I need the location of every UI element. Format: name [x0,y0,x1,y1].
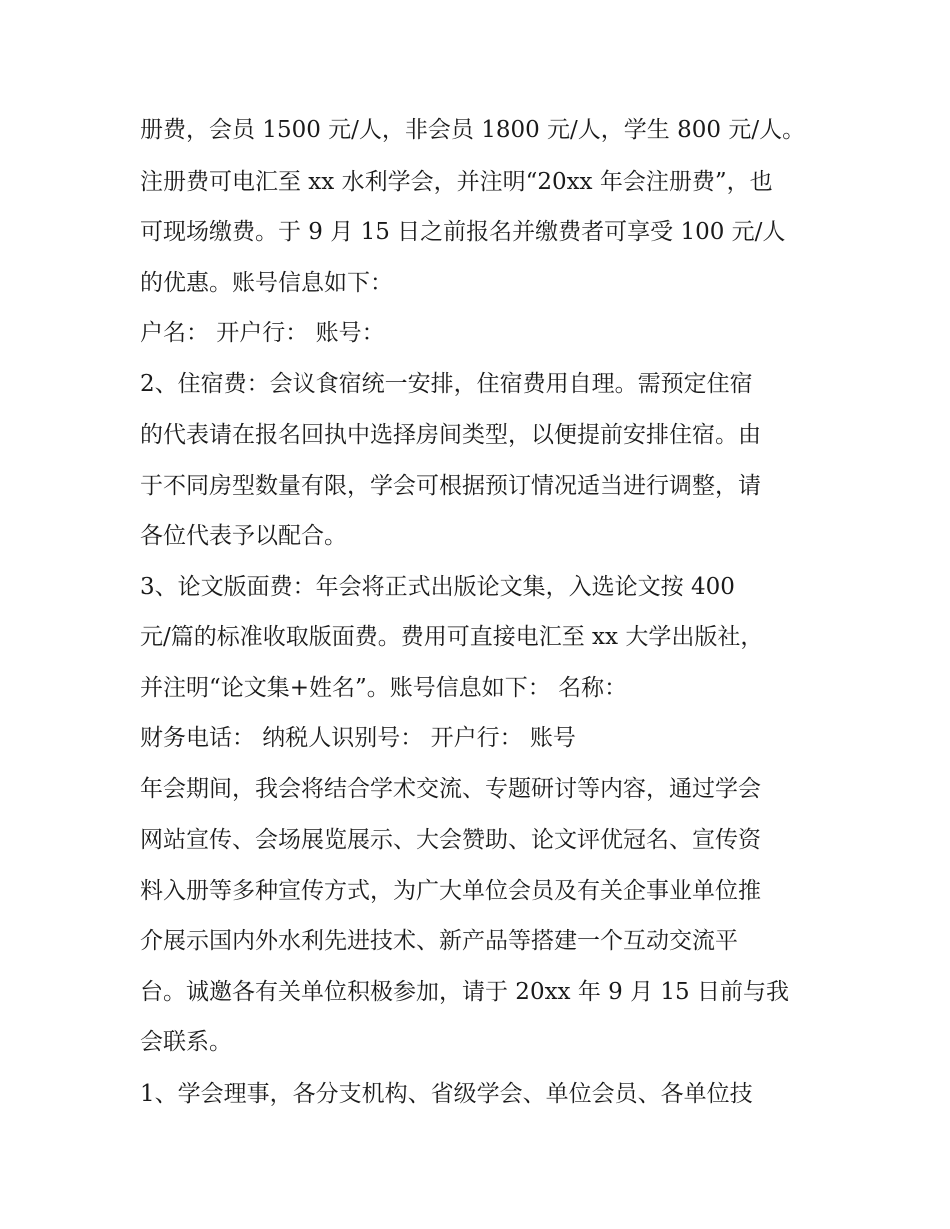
paragraph-line: 3、论文版面费：年会将正式出版论文集，入选论文按 400 [140,574,735,600]
paragraph-line: 1、学会理事，各分支机构、省级学会、单位会员、各单位技 [140,1081,753,1107]
paragraph-line: 的代表请在报名回执中选择房间类型，以便提前安排住宿。由 [140,422,761,448]
paragraph-line: 册费，会员 1500 元/人，非会员 1800 元/人，学生 800 元/人。 [140,117,806,143]
paragraph-line: 注册费可电汇至 xx 水利学会，并注明“20xx 年会注册费”，也 [140,169,773,195]
paragraph-line: 元/篇的标准收取版面费。费用可直接电汇至 xx 大学出版社， [140,624,764,650]
paragraph-line: 可现场缴费。于 9 月 15 日之前报名并缴费者可享受 100 元/人 [140,219,786,245]
paragraph-line: 网站宣传、会场展览展示、大会赞助、论文评优冠名、宣传资 [140,827,761,853]
paragraph-line: 2、住宿费：会议食宿统一安排，住宿费用自理。需预定住宿 [140,371,753,397]
account-info-line: 户名： 开户行： 账号： [140,320,385,346]
paragraph-line: 各位代表予以配合。 [140,523,347,549]
paragraph-line: 年会期间，我会将结合学术交流、专题研讨等内容，通过学会 [140,776,761,802]
paragraph-line: 会联系。 [140,1029,232,1055]
account-info-line: 财务电话： 纳税人识别号： 开户行： 账号 [140,725,576,751]
paragraph-line: 的优惠。账号信息如下： [140,270,393,296]
paragraph-line: 料入册等多种宣传方式，为广大单位会员及有关企事业单位推 [140,878,761,904]
paragraph-line: 并注明“论文集+姓名”。账号信息如下： 名称： [140,675,628,701]
paragraph-line: 于不同房型数量有限，学会可根据预订情况适当进行调整，请 [140,473,761,499]
paragraph-line: 台。诚邀各有关单位积极参加，请于 20xx 年 9 月 15 日前与我 [140,979,789,1005]
paragraph-line: 介展示国内外水利先进技术、新产品等搭建一个互动交流平 [140,928,738,954]
